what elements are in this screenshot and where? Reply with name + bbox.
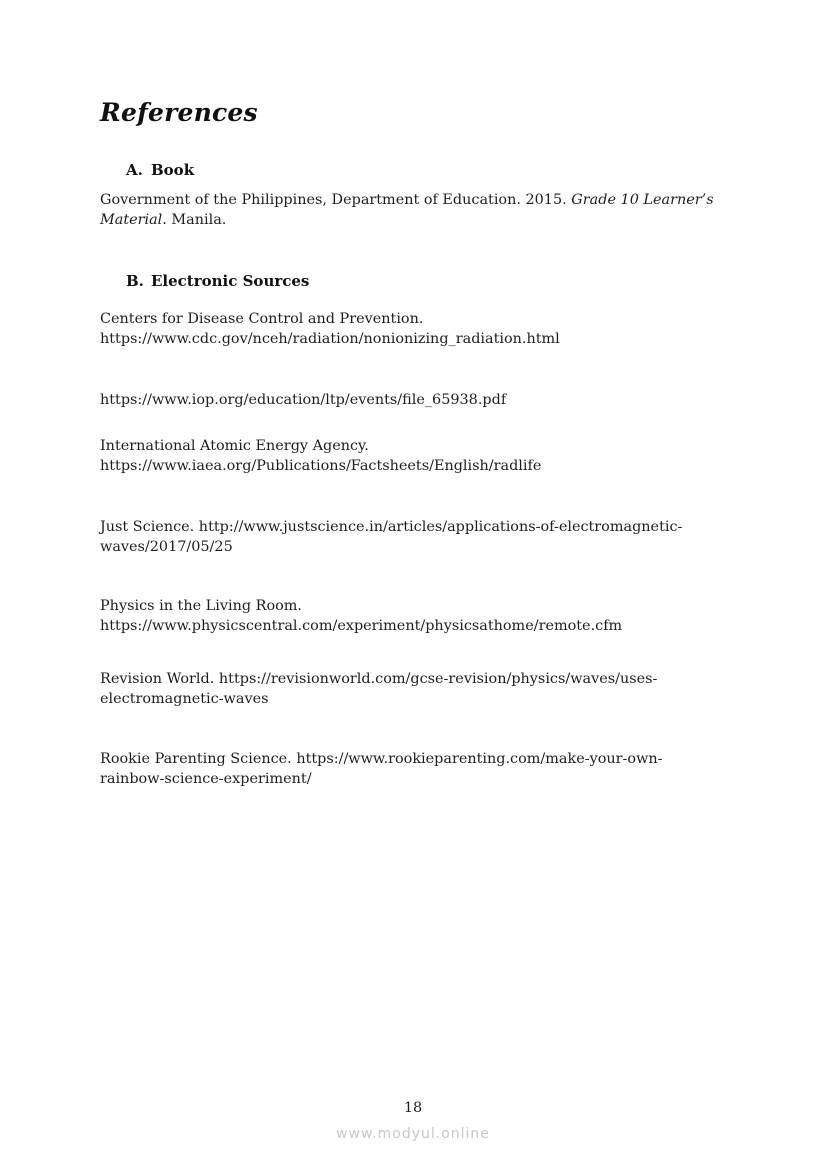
reference-url[interactable]: https://www.cdc.gov/nceh/radiation/nonionizing_radiation.html <box>100 331 560 347</box>
reference-entry-iop <box>100 390 740 410</box>
reference-url[interactable]: Rookie Parenting Science. https://www.rookieparenting.com/make-your-own- <box>100 751 663 767</box>
reference-line: Centers for Disease Control and Prevention. <box>100 311 424 327</box>
reference-entry-cdc <box>100 309 740 349</box>
section-heading-book <box>126 161 194 179</box>
reference-text: Government of the Philippines, Department of Education. 2015. <box>100 192 567 208</box>
reference-url[interactable]: https://www.iaea.org/Publications/Factsheets/English/radlife <box>100 458 542 474</box>
reference-title-italic: Material <box>100 212 163 228</box>
reference-entry-revision-world <box>100 669 740 709</box>
reference-entry-rookie-parenting <box>100 749 740 789</box>
reference-entry-physics-living-room <box>100 596 740 636</box>
reference-url[interactable]: https://www.iop.org/education/ltp/events/file_65938.pdf <box>100 392 507 408</box>
reference-line: Physics in the Living Room. <box>100 598 303 614</box>
reference-title-italic: Grade 10 Learner’s <box>571 192 714 208</box>
page-title: References <box>100 98 258 127</box>
reference-url[interactable]: https://www.physicscentral.com/experiment/physicsathome/remote.cfm <box>100 618 623 634</box>
reference-entry-deped <box>100 190 740 230</box>
reference-line <box>100 190 740 210</box>
reference-entry-just-science <box>100 517 740 557</box>
page-number: 18 <box>403 1100 423 1116</box>
reference-line: International Atomic Energy Agency. <box>100 438 369 454</box>
reference-url[interactable]: waves/2017/05/25 <box>100 539 233 555</box>
reference-url[interactable]: Just Science. http://www.justscience.in/articles/applications-of-electromagnetic- <box>100 519 683 535</box>
section-heading-label: Book <box>151 161 195 179</box>
reference-line <box>100 210 740 230</box>
reference-url[interactable]: electromagnetic-waves <box>100 691 269 707</box>
reference-url[interactable]: rainbow-science-experiment/ <box>100 771 312 787</box>
section-marker: A. <box>126 161 143 179</box>
section-marker: B. <box>126 272 144 290</box>
section-heading-label: Electronic Sources <box>151 272 310 290</box>
reference-url[interactable]: Revision World. https://revisionworld.com/gcse-revision/physics/waves/uses- <box>100 671 658 687</box>
reference-text: . Manila. <box>162 212 227 228</box>
section-heading-electronic-sources <box>126 272 309 290</box>
watermark: www.modyul.online <box>336 1126 490 1142</box>
reference-entry-iaea <box>100 436 740 476</box>
